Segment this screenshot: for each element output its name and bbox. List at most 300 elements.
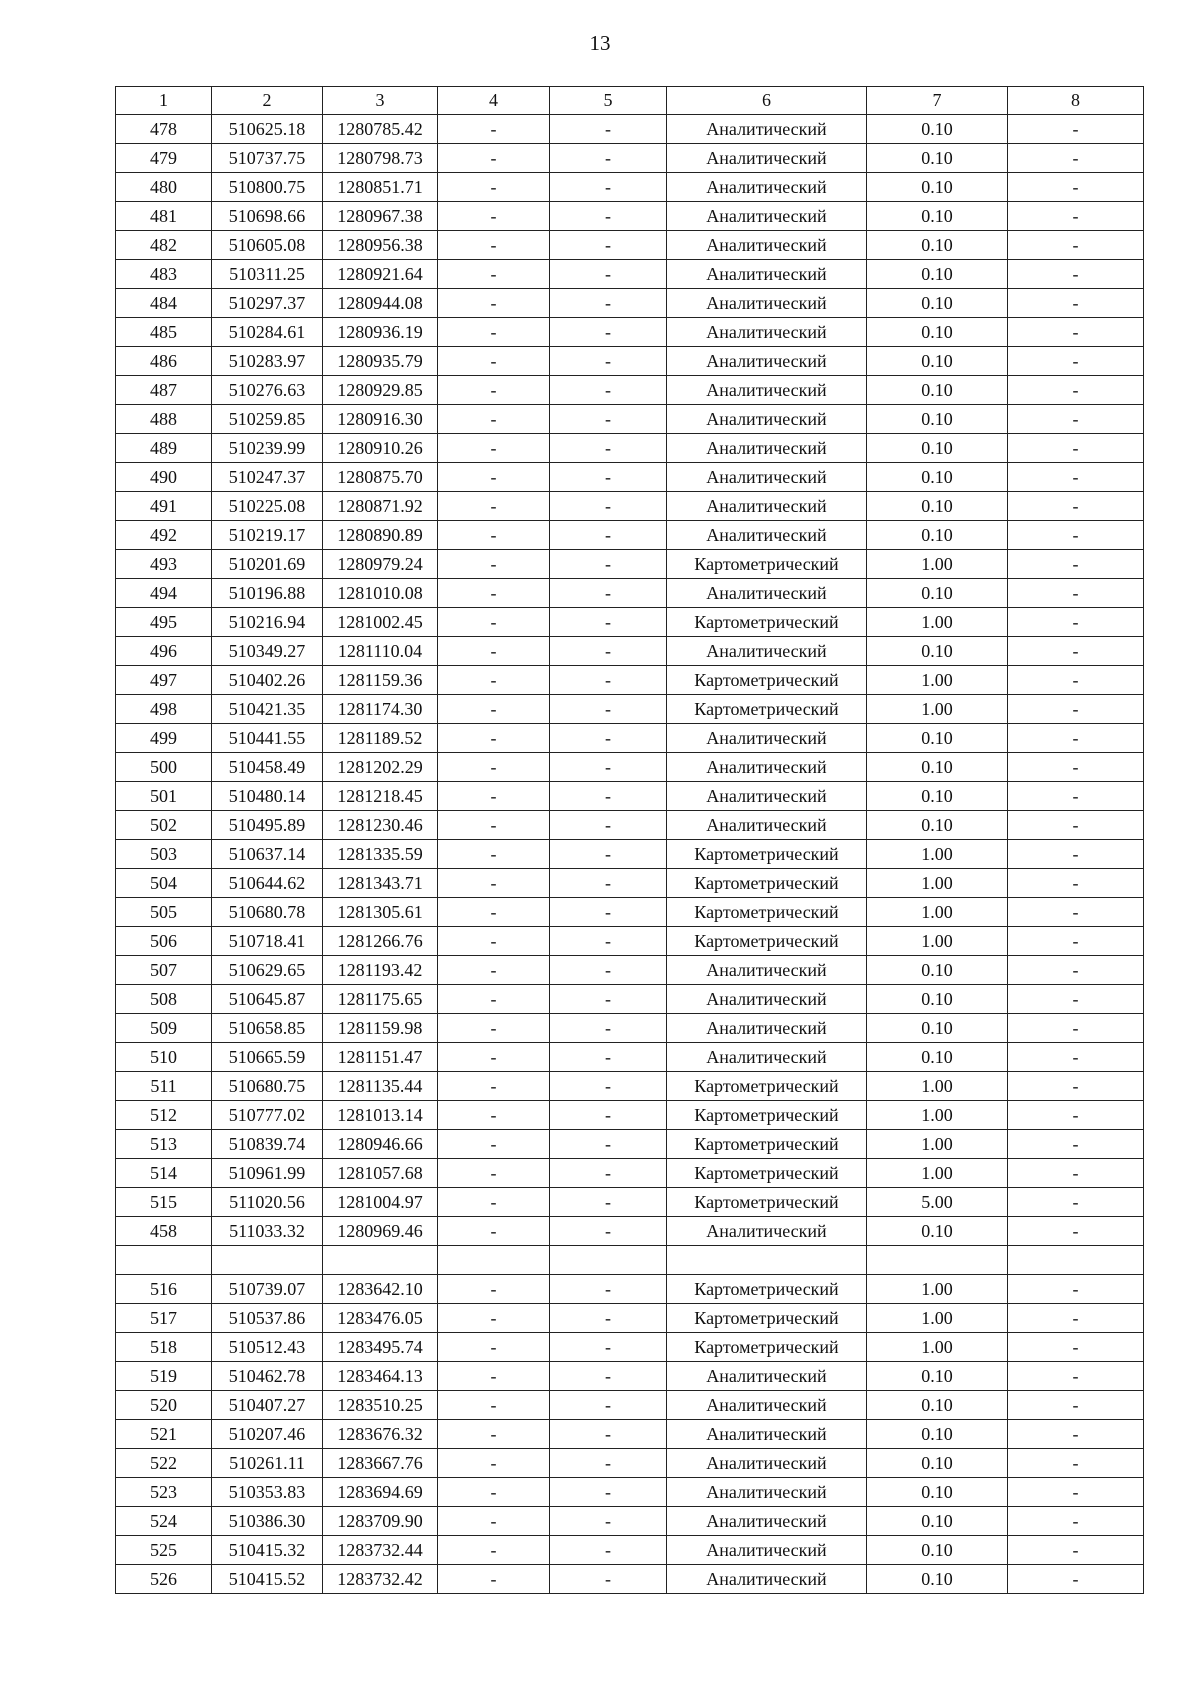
table-row xyxy=(116,1159,1144,1188)
table-cell: Картометрический xyxy=(667,1072,867,1101)
table-cell: 1283667.76 xyxy=(323,1449,438,1478)
table-cell: 510311.25 xyxy=(212,260,323,289)
table-cell: 510839.74 xyxy=(212,1130,323,1159)
table-cell: 510349.27 xyxy=(212,637,323,666)
table-cell: 0.10 xyxy=(867,1507,1008,1536)
table-cell: 482 xyxy=(116,231,212,260)
table-cell: - xyxy=(438,579,550,608)
table-cell: 0.10 xyxy=(867,724,1008,753)
table-row xyxy=(116,115,1144,144)
table-cell: Аналитический xyxy=(667,434,867,463)
table-cell: - xyxy=(1008,1159,1144,1188)
table-cell: - xyxy=(438,115,550,144)
table-cell: - xyxy=(1008,898,1144,927)
table-cell: 1281013.14 xyxy=(323,1101,438,1130)
table-cell: 1.00 xyxy=(867,840,1008,869)
table-cell: 510284.61 xyxy=(212,318,323,347)
table-cell: - xyxy=(438,1043,550,1072)
table-cell: 519 xyxy=(116,1362,212,1391)
column-header: 7 xyxy=(867,87,1008,115)
table-cell: - xyxy=(438,144,550,173)
table-cell: 510441.55 xyxy=(212,724,323,753)
table-row xyxy=(116,1507,1144,1536)
table-cell: 1281218.45 xyxy=(323,782,438,811)
table-cell: 0.10 xyxy=(867,492,1008,521)
table-row xyxy=(116,1101,1144,1130)
table-cell: - xyxy=(1008,115,1144,144)
table-cell: - xyxy=(550,1014,667,1043)
table-cell: - xyxy=(1008,840,1144,869)
table-cell: - xyxy=(1008,985,1144,1014)
table-cell xyxy=(323,1246,438,1275)
table-cell: 1280851.71 xyxy=(323,173,438,202)
table-cell: 510247.37 xyxy=(212,463,323,492)
table-cell: - xyxy=(550,1275,667,1304)
table-cell: - xyxy=(1008,463,1144,492)
table-cell: 496 xyxy=(116,637,212,666)
table-cell: 1283510.25 xyxy=(323,1391,438,1420)
table-cell: 1281343.71 xyxy=(323,869,438,898)
table-cell: - xyxy=(438,1275,550,1304)
table-cell: 1.00 xyxy=(867,608,1008,637)
table-cell: - xyxy=(550,869,667,898)
table-cell: - xyxy=(550,115,667,144)
table-cell: 491 xyxy=(116,492,212,521)
table-cell: 510259.85 xyxy=(212,405,323,434)
table-cell: 1280890.89 xyxy=(323,521,438,550)
table-cell: - xyxy=(438,1188,550,1217)
table-cell: 492 xyxy=(116,521,212,550)
table-cell: - xyxy=(1008,1420,1144,1449)
table-cell: 498 xyxy=(116,695,212,724)
table-cell: 507 xyxy=(116,956,212,985)
table-cell: Аналитический xyxy=(667,1478,867,1507)
table-cell: - xyxy=(438,753,550,782)
table-cell: - xyxy=(550,1507,667,1536)
column-header: 1 xyxy=(116,87,212,115)
table-cell: 1281002.45 xyxy=(323,608,438,637)
table-row xyxy=(116,840,1144,869)
table-cell: Картометрический xyxy=(667,1275,867,1304)
table-cell: - xyxy=(438,492,550,521)
table-cell: 1280967.38 xyxy=(323,202,438,231)
table-cell: - xyxy=(438,782,550,811)
table-cell: - xyxy=(550,753,667,782)
table-cell: Аналитический xyxy=(667,492,867,521)
table-cell: 523 xyxy=(116,1478,212,1507)
table-cell: 1280921.64 xyxy=(323,260,438,289)
table-cell: - xyxy=(550,637,667,666)
table-cell: 510658.85 xyxy=(212,1014,323,1043)
table-cell: 1283732.44 xyxy=(323,1536,438,1565)
table-cell: - xyxy=(550,1188,667,1217)
table-cell: 1281305.61 xyxy=(323,898,438,927)
table-cell: - xyxy=(1008,724,1144,753)
table-cell: - xyxy=(1008,550,1144,579)
table-cell: - xyxy=(1008,289,1144,318)
table-cell: Картометрический xyxy=(667,869,867,898)
table-cell: 483 xyxy=(116,260,212,289)
table-cell: 1280946.66 xyxy=(323,1130,438,1159)
table-cell: 510637.14 xyxy=(212,840,323,869)
page-number: 13 xyxy=(589,31,611,55)
table-cell: 510629.65 xyxy=(212,956,323,985)
table-cell: 490 xyxy=(116,463,212,492)
table-cell: Аналитический xyxy=(667,260,867,289)
table-row xyxy=(116,608,1144,637)
table-cell: 0.10 xyxy=(867,347,1008,376)
table-cell: - xyxy=(1008,202,1144,231)
table-cell: - xyxy=(438,1565,550,1594)
table-cell: Аналитический xyxy=(667,318,867,347)
table-cell: 1283694.69 xyxy=(323,1478,438,1507)
table-row xyxy=(116,1391,1144,1420)
table-cell: 0.10 xyxy=(867,434,1008,463)
table-cell: 485 xyxy=(116,318,212,347)
table-row xyxy=(116,405,1144,434)
table-cell: 510800.75 xyxy=(212,173,323,202)
table-cell: - xyxy=(438,1478,550,1507)
table-cell: 510644.62 xyxy=(212,869,323,898)
table-cell: Картометрический xyxy=(667,1304,867,1333)
table-cell: 1281010.08 xyxy=(323,579,438,608)
table-cell: 1.00 xyxy=(867,1159,1008,1188)
table-cell: 508 xyxy=(116,985,212,1014)
table-cell: 0.10 xyxy=(867,637,1008,666)
table-cell: 1.00 xyxy=(867,1275,1008,1304)
table-cell: - xyxy=(1008,782,1144,811)
table-cell: 510680.75 xyxy=(212,1072,323,1101)
table-cell: - xyxy=(438,521,550,550)
table-cell: 510458.49 xyxy=(212,753,323,782)
table-cell: Аналитический xyxy=(667,1507,867,1536)
table-cell: - xyxy=(438,666,550,695)
table-cell: Картометрический xyxy=(667,666,867,695)
table-cell: - xyxy=(550,1478,667,1507)
table-cell: 499 xyxy=(116,724,212,753)
column-header: 8 xyxy=(1008,87,1144,115)
table-cell: - xyxy=(1008,579,1144,608)
table-cell: Аналитический xyxy=(667,521,867,550)
table-cell: Аналитический xyxy=(667,144,867,173)
table-cell: 510225.08 xyxy=(212,492,323,521)
table-cell: 1.00 xyxy=(867,1304,1008,1333)
table-cell: 0.10 xyxy=(867,1362,1008,1391)
table-cell: 1280916.30 xyxy=(323,405,438,434)
table-row xyxy=(116,869,1144,898)
table-cell: 0.10 xyxy=(867,1043,1008,1072)
table-cell: - xyxy=(438,173,550,202)
table-cell: - xyxy=(438,1333,550,1362)
table-cell: 1.00 xyxy=(867,898,1008,927)
table-cell: - xyxy=(438,695,550,724)
table-cell: - xyxy=(550,1362,667,1391)
table-cell: 510777.02 xyxy=(212,1101,323,1130)
table-cell: 1280956.38 xyxy=(323,231,438,260)
table-row xyxy=(116,463,1144,492)
table-cell: 1281159.36 xyxy=(323,666,438,695)
table-cell: 510739.07 xyxy=(212,1275,323,1304)
table-cell: Аналитический xyxy=(667,1449,867,1478)
table-cell: - xyxy=(550,289,667,318)
table-cell: - xyxy=(1008,1507,1144,1536)
table-row xyxy=(116,202,1144,231)
table-cell: 1.00 xyxy=(867,1072,1008,1101)
table-cell: - xyxy=(550,695,667,724)
table-row xyxy=(116,782,1144,811)
table-cell: 510462.78 xyxy=(212,1362,323,1391)
table-cell: Аналитический xyxy=(667,1536,867,1565)
table-cell: 0.10 xyxy=(867,1014,1008,1043)
table-cell: Аналитический xyxy=(667,289,867,318)
table-cell: 1281159.98 xyxy=(323,1014,438,1043)
table-cell: Аналитический xyxy=(667,347,867,376)
table-cell: Аналитический xyxy=(667,1014,867,1043)
table-cell: 1281193.42 xyxy=(323,956,438,985)
table-cell: 1281110.04 xyxy=(323,637,438,666)
table-cell: - xyxy=(550,1420,667,1449)
table-cell: - xyxy=(550,1130,667,1159)
table-cell: 1281266.76 xyxy=(323,927,438,956)
table-cell: 503 xyxy=(116,840,212,869)
table-cell: - xyxy=(1008,666,1144,695)
table-cell: - xyxy=(550,521,667,550)
table-cell: - xyxy=(550,1159,667,1188)
table-cell: - xyxy=(438,1391,550,1420)
table-cell: Аналитический xyxy=(667,956,867,985)
table-cell: 504 xyxy=(116,869,212,898)
table-cell: 0.10 xyxy=(867,782,1008,811)
table-cell: 484 xyxy=(116,289,212,318)
table-cell: Аналитический xyxy=(667,115,867,144)
table-cell: - xyxy=(550,260,667,289)
table-cell: 510680.78 xyxy=(212,898,323,927)
table-cell: 1281202.29 xyxy=(323,753,438,782)
table-cell: - xyxy=(550,550,667,579)
table-cell: Аналитический xyxy=(667,1362,867,1391)
table-cell: Аналитический xyxy=(667,1217,867,1246)
table-cell: 0.10 xyxy=(867,202,1008,231)
table-cell: - xyxy=(1008,1565,1144,1594)
table-cell: - xyxy=(550,1101,667,1130)
table-cell: Аналитический xyxy=(667,724,867,753)
table-cell: - xyxy=(550,1391,667,1420)
table-cell: - xyxy=(1008,521,1144,550)
table-cell: 1281335.59 xyxy=(323,840,438,869)
table-cell: 526 xyxy=(116,1565,212,1594)
table-cell: - xyxy=(550,1333,667,1362)
table-row xyxy=(116,1362,1144,1391)
table-cell: 510386.30 xyxy=(212,1507,323,1536)
table-cell: 0.10 xyxy=(867,1449,1008,1478)
table-cell xyxy=(667,1246,867,1275)
table-cell: 497 xyxy=(116,666,212,695)
table-cell: - xyxy=(1008,753,1144,782)
table-cell: Аналитический xyxy=(667,1391,867,1420)
table-cell: Картометрический xyxy=(667,550,867,579)
table-cell: 511020.56 xyxy=(212,1188,323,1217)
table-cell: 518 xyxy=(116,1333,212,1362)
table-cell: 510283.97 xyxy=(212,347,323,376)
table-row xyxy=(116,289,1144,318)
table-cell: 493 xyxy=(116,550,212,579)
table-cell: - xyxy=(550,173,667,202)
table-cell: - xyxy=(1008,318,1144,347)
table-cell: - xyxy=(438,1130,550,1159)
table-cell: 1.00 xyxy=(867,927,1008,956)
table-cell: - xyxy=(1008,608,1144,637)
table-cell: - xyxy=(550,579,667,608)
table-cell: 501 xyxy=(116,782,212,811)
table-cell: 0.10 xyxy=(867,376,1008,405)
table-cell: 1.00 xyxy=(867,1333,1008,1362)
table-cell: 1280979.24 xyxy=(323,550,438,579)
table-cell: 510625.18 xyxy=(212,115,323,144)
table-cell: 510297.37 xyxy=(212,289,323,318)
table-cell: - xyxy=(438,376,550,405)
coordinates-table xyxy=(115,86,1144,1594)
table-cell: Аналитический xyxy=(667,1420,867,1449)
table-cell: - xyxy=(550,318,667,347)
table-cell: 521 xyxy=(116,1420,212,1449)
table-row xyxy=(116,1304,1144,1333)
table-cell: 0.10 xyxy=(867,231,1008,260)
table-cell: - xyxy=(1008,405,1144,434)
table-cell xyxy=(438,1246,550,1275)
table-cell: Картометрический xyxy=(667,840,867,869)
table-cell: - xyxy=(550,1072,667,1101)
table-cell xyxy=(867,1246,1008,1275)
table-cell: - xyxy=(550,666,667,695)
table-cell: Аналитический xyxy=(667,753,867,782)
table-cell: Аналитический xyxy=(667,1043,867,1072)
table-cell: 0.10 xyxy=(867,318,1008,347)
table-cell: 1280910.26 xyxy=(323,434,438,463)
table-cell: 510415.32 xyxy=(212,1536,323,1565)
table-cell: 510480.14 xyxy=(212,782,323,811)
table-cell: 510261.11 xyxy=(212,1449,323,1478)
table-cell: Картометрический xyxy=(667,1101,867,1130)
table-cell: Картометрический xyxy=(667,608,867,637)
table-cell: 1280871.92 xyxy=(323,492,438,521)
table-cell: 513 xyxy=(116,1130,212,1159)
table-cell: Аналитический xyxy=(667,811,867,840)
table-row xyxy=(116,1072,1144,1101)
table-row xyxy=(116,173,1144,202)
table-cell: - xyxy=(438,637,550,666)
table-cell: 478 xyxy=(116,115,212,144)
table-cell: 510353.83 xyxy=(212,1478,323,1507)
table-cell: - xyxy=(550,927,667,956)
table-cell: - xyxy=(1008,376,1144,405)
table-cell: Аналитический xyxy=(667,463,867,492)
table-cell: - xyxy=(438,550,550,579)
column-header: 2 xyxy=(212,87,323,115)
table-cell: - xyxy=(438,724,550,753)
table-cell: - xyxy=(550,492,667,521)
table-cell: 510737.75 xyxy=(212,144,323,173)
table-cell: Аналитический xyxy=(667,376,867,405)
table-row xyxy=(116,1043,1144,1072)
table-cell: - xyxy=(550,347,667,376)
table-cell: Картометрический xyxy=(667,695,867,724)
table-cell: - xyxy=(550,231,667,260)
table-cell: 1280936.19 xyxy=(323,318,438,347)
table-cell: - xyxy=(550,144,667,173)
table-cell: - xyxy=(1008,927,1144,956)
table-cell: 505 xyxy=(116,898,212,927)
table-cell: Картометрический xyxy=(667,1159,867,1188)
table-cell: 1281174.30 xyxy=(323,695,438,724)
table-cell: 520 xyxy=(116,1391,212,1420)
table-cell: - xyxy=(550,463,667,492)
table-cell: Аналитический xyxy=(667,985,867,1014)
table-cell: - xyxy=(1008,637,1144,666)
table-cell: - xyxy=(550,898,667,927)
table-cell: 502 xyxy=(116,811,212,840)
table-cell: Аналитический xyxy=(667,231,867,260)
table-cell: 510 xyxy=(116,1043,212,1072)
table-cell: - xyxy=(1008,695,1144,724)
table-cell: - xyxy=(438,811,550,840)
column-header: 6 xyxy=(667,87,867,115)
table-cell: - xyxy=(438,1304,550,1333)
table-cell: - xyxy=(550,376,667,405)
table-cell: - xyxy=(438,869,550,898)
table-cell: 1281135.44 xyxy=(323,1072,438,1101)
table-cell: 1281004.97 xyxy=(323,1188,438,1217)
table-cell: 1281057.68 xyxy=(323,1159,438,1188)
table-cell: 1280875.70 xyxy=(323,463,438,492)
table-cell: - xyxy=(1008,1536,1144,1565)
table-cell xyxy=(1008,1246,1144,1275)
table-cell: Картометрический xyxy=(667,1188,867,1217)
table-row xyxy=(116,434,1144,463)
table-cell: 494 xyxy=(116,579,212,608)
table-cell: 510196.88 xyxy=(212,579,323,608)
table-cell: - xyxy=(438,463,550,492)
table-cell: 1.00 xyxy=(867,1130,1008,1159)
table-cell: - xyxy=(550,985,667,1014)
table-cell: - xyxy=(550,202,667,231)
table-cell: - xyxy=(438,840,550,869)
table-cell: 500 xyxy=(116,753,212,782)
table-cell: - xyxy=(438,1014,550,1043)
table-cell: 0.10 xyxy=(867,1420,1008,1449)
table-row xyxy=(116,898,1144,927)
table-cell: - xyxy=(550,1304,667,1333)
table-cell: - xyxy=(550,811,667,840)
table-row xyxy=(116,1217,1144,1246)
table-cell: - xyxy=(438,1217,550,1246)
table-cell: 510201.69 xyxy=(212,550,323,579)
column-header: 5 xyxy=(550,87,667,115)
table-cell: 1280969.46 xyxy=(323,1217,438,1246)
table-cell: - xyxy=(1008,1391,1144,1420)
table-cell: 1283676.32 xyxy=(323,1420,438,1449)
table-cell: 489 xyxy=(116,434,212,463)
table-cell: 510421.35 xyxy=(212,695,323,724)
table-row xyxy=(116,231,1144,260)
table-cell: 510239.99 xyxy=(212,434,323,463)
table-cell: - xyxy=(1008,1043,1144,1072)
table-row xyxy=(116,1333,1144,1362)
table-cell: 511 xyxy=(116,1072,212,1101)
table-cell: 0.10 xyxy=(867,1565,1008,1594)
table-cell: Аналитический xyxy=(667,202,867,231)
table-cell: 495 xyxy=(116,608,212,637)
table-row xyxy=(116,956,1144,985)
